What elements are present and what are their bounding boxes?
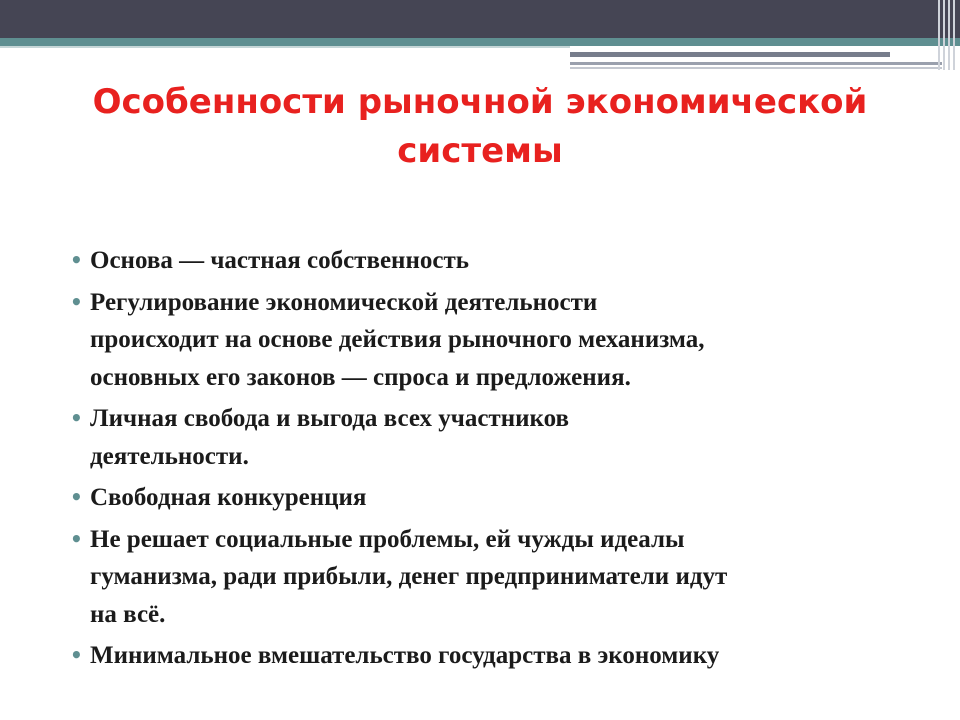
- slide-title-line: системы: [397, 131, 563, 171]
- list-item-text: происходит на основе действия рыночного механизма,: [90, 326, 705, 353]
- bullet-icon: •: [70, 485, 83, 509]
- list-item-text: Регулирование экономической деятельности: [90, 288, 598, 316]
- decor-line: [570, 62, 942, 65]
- decor-line: [570, 52, 890, 57]
- accent-band: [0, 38, 960, 46]
- list-item-text: Свободная конкуренция: [90, 484, 367, 511]
- decor-stripes: [934, 0, 960, 70]
- top-bar: [0, 0, 960, 38]
- list-item: [70, 637, 920, 675]
- decor-stripe: [948, 0, 950, 70]
- decor-stripe: [953, 0, 955, 70]
- decor-stripe: [943, 0, 945, 70]
- list-item-text: Минимальное вмешательство государства в экономику: [90, 642, 720, 669]
- list-item: [70, 400, 920, 475]
- list-item-text: Основа — частная собственность: [90, 247, 469, 274]
- list-item-text: деятельности.: [90, 442, 249, 470]
- list-item: [70, 521, 920, 634]
- slide-title-line: Особенности рыночной экономической: [92, 82, 868, 122]
- decor-stripe: [938, 0, 940, 70]
- accent-thin-line: [0, 46, 570, 48]
- bullet-list: [70, 242, 920, 679]
- list-item-text: на всё.: [90, 600, 166, 628]
- slide-title: [40, 78, 920, 176]
- list-item-text: Не решает социальные проблемы, ей чужды идеалы: [90, 525, 685, 553]
- list-item-text: Личная свобода и выгода всех участников: [90, 405, 569, 432]
- bullet-icon: •: [70, 406, 83, 430]
- bullet-icon: •: [70, 526, 83, 551]
- list-item: [70, 242, 920, 280]
- bullet-icon: •: [70, 289, 83, 314]
- list-item-text: гуманизма, ради прибыли, денег предприниматели идут: [90, 563, 728, 590]
- bullet-icon: •: [70, 643, 83, 667]
- list-item: [70, 284, 920, 397]
- bullet-icon: •: [70, 248, 83, 272]
- decor-line: [570, 67, 942, 69]
- list-item: [70, 479, 920, 517]
- list-item-text: основных его законов — спроса и предложения.: [90, 363, 631, 391]
